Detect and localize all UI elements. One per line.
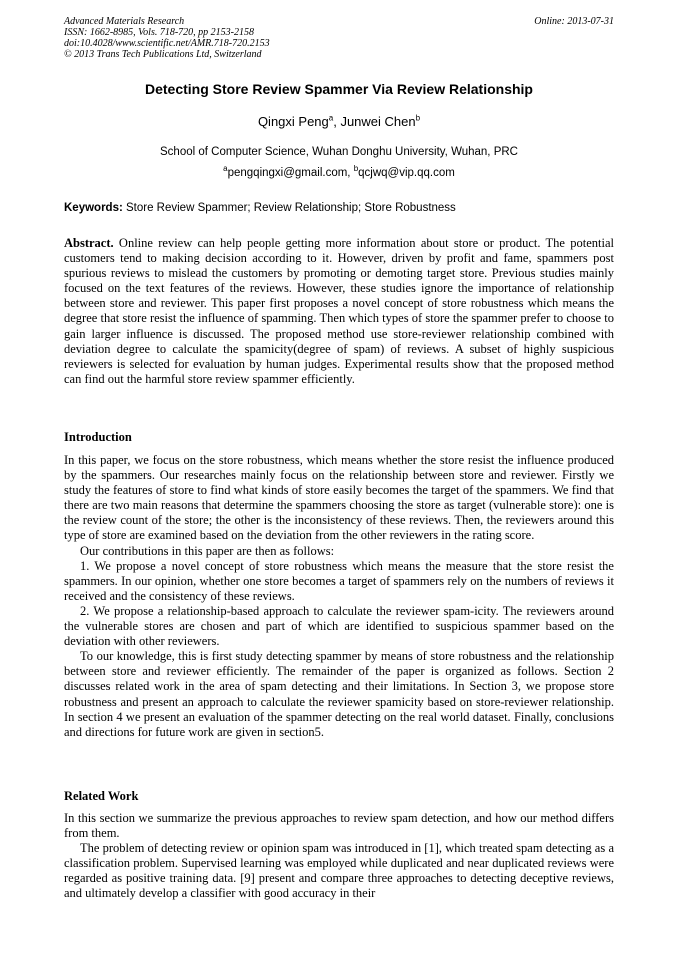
online-date: Online: 2013-07-31 <box>534 16 614 27</box>
author-superscript: a <box>328 113 334 123</box>
abstract-text: Online review can help people getting more information about store or product. The potential customers tend to making decision according to it. However, driven by profit and fame, spammers post spurious reviews to mislead the customers by promoting or demoting target store. Previous studies mainly focused on the text features of the reviews. However, these studies ignore the importance of relationship between store and reviewer. This paper first proposes a novel concept of store robustness which means the degree that store resist the influence of spamming. Then which types of store the spammer prefer to choose to gain larger influence is discussed. The proposed method use store-reviewer relationship combined with deviation degree to calculate the spamicity(degree of spam) of reviews. A subset of highly suspicious reviewers is selected for evaluation by human judges. Experimental results show that the proposed method can find out the harmful store review spammer efficiently. <box>64 236 614 386</box>
paragraph: 1. We propose a novel concept of store robustness which means the measure that the store resist the spammers. In our opinion, whether one store becomes a target of spammers rely on the numbers of reviews it received and the consistency of these reviews. <box>64 558 614 603</box>
abstract <box>64 236 614 387</box>
section-heading: Related Work <box>64 789 139 803</box>
journal-header <box>64 16 484 60</box>
keywords-label: Keywords: <box>64 202 123 214</box>
email-superscript: b <box>353 164 359 174</box>
copyright-line: © 2013 Trans Tech Publications Ltd, Switzerland <box>64 49 262 60</box>
abstract-label: Abstract. <box>64 236 114 250</box>
paragraph: The problem of detecting review or opinion spam was introduced in [1], which treated spam detecting as a classification problem. Supervised learning was employed while duplicated and near duplicated reviews were regarded as positive training data. [9] present and compare three approaches to detecting deceptive reviews, and ultimately develop a classifier with good accuracy in their <box>64 841 614 901</box>
paragraph: Our contributions in this paper are then as follows: <box>80 543 335 558</box>
author-list <box>40 114 638 129</box>
author-superscript: b <box>415 113 421 123</box>
issn-line: ISSN: 1662-8985, Vols. 718-720, pp 2153-2158 <box>64 27 254 38</box>
affiliation: School of Computer Science, Wuhan Donghu University, Wuhan, PRC <box>160 146 518 158</box>
paragraph: In this paper, we focus on the store robustness, which means whether the store resist the influence produced by the spammers. Our researches mainly focus on the relationship between store and reviewer. Firstly we study the features of store to find what kinds of store easily becomes the target of the spammers. We find that there are two main reasons that determine the spammers choosing the store as target (vulnerable store): one is the review count of the store; the other is the inconsistency of these reviews. Then, the reviewers around this type of store are examined based on the deviation from the other reviewers in the rating score. <box>64 453 614 543</box>
introduction-body <box>64 453 614 740</box>
paper-title: Detecting Store Review Spammer Via Review Relationship <box>145 81 533 97</box>
paragraph: In this section we summarize the previous approaches to review spam detection, and how our method differs from them. <box>64 811 614 841</box>
author-separator: , <box>333 114 341 129</box>
paragraph: 2. We propose a relationship-based approach to calculate the reviewer spam-icity. The reviewers around the vulnerable stores are chosen and part of which are identified to suspicious spammer based on the deviation with other reviewers. <box>64 603 614 649</box>
author-emails <box>40 164 638 179</box>
email-text: pengqingxi@gmail.com, <box>227 167 354 179</box>
doi-line: doi:10.4028/www.scientific.net/AMR.718-720.2153 <box>64 38 270 49</box>
author-name: Qingxi Peng <box>257 114 329 129</box>
section-heading: Introduction <box>64 430 132 444</box>
keywords-text: Store Review Spammer; Review Relationship; Store Robustness <box>122 202 456 214</box>
email-superscript: a <box>223 164 228 174</box>
journal-name: Advanced Materials Research <box>64 16 185 27</box>
related-work-body <box>64 811 614 902</box>
email-text: qcjwq@vip.qq.com <box>358 167 455 179</box>
paragraph: To our knowledge, this is first study detecting spammer by means of store robustness and the relationship between store and reviewer efficiently. The remainder of the paper is organized as follows. Section 2 discusses related work in the area of spam detecting and their limitations. In Section 3, we propose store robustness and present an approach to calculate the reviewer spamicity based on store-reviewer relationship. In section 4 we present an evaluation of the spammer detecting on the real world dataset. Finally, conclusions and directions for future work are given in section5. <box>64 649 614 739</box>
author-name: Junwei Chen <box>340 114 416 129</box>
keywords <box>64 202 614 214</box>
